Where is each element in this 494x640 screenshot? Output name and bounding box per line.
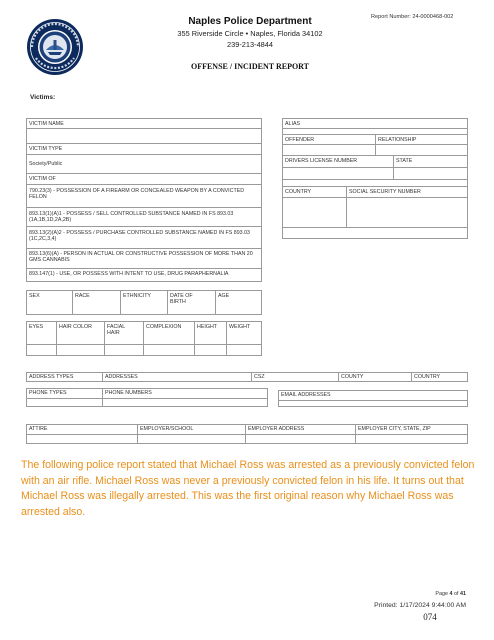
attire-label: ATTIRE — [29, 426, 48, 432]
victims-heading: Victims: — [30, 94, 56, 101]
country-label: COUNTRY — [285, 189, 312, 195]
offense-item: 893.147(1) - USE, OR POSSESS WITH INTENT TO USE, DRUG PARAPHERNALIA — [29, 271, 229, 277]
complexion-label: COMPLEXION — [146, 324, 182, 330]
relationship-label: RELATIONSHIP — [378, 137, 417, 143]
offense-item: 790.23(3) - POSSESSION OF A FIREARM OR CONCEALED WEAPON BY A CONVICTED FELON — [29, 188, 245, 201]
report-title: OFFENSE / INCIDENT REPORT — [190, 62, 310, 71]
annotation-text: The following police report stated that Michael Ross was arrested as a previously convicted felon with an air rifle. Michael Ross was never a previously convicted felon in his life. It turns out that Michael Ross was illegally arrested. This was the first original reason why Michael Ross was arrested also. — [21, 459, 475, 518]
state-label: STATE — [396, 158, 413, 164]
page-current: 4 — [449, 591, 453, 597]
ssn-label: SOCIAL SECURITY NUMBER — [349, 189, 421, 195]
dob-label: DATE OF BIRTH — [170, 293, 193, 305]
country-label: COUNTRY — [414, 374, 441, 380]
page-total: 41 — [460, 591, 466, 597]
victim-name-label: VICTIM NAME — [29, 121, 64, 127]
employer-csz-label: EMPLOYER CITY, STATE, ZIP — [358, 426, 431, 432]
victim-type-label: VICTIM TYPE — [29, 146, 63, 152]
page-of: of — [452, 591, 460, 597]
weight-label: WEIGHT — [229, 324, 251, 330]
bates-number: 074 — [423, 612, 437, 622]
age-label: AGE — [218, 293, 230, 299]
department-phone: 239-213-4844 — [226, 40, 274, 49]
page-number — [360, 591, 466, 597]
height-label: HEIGHT — [197, 324, 218, 330]
alias-label: ALIAS — [285, 121, 301, 127]
hair-color-label: HAIR COLOR — [59, 324, 92, 330]
department-name: Naples Police Department — [188, 16, 312, 27]
county-label: COUNTY — [341, 374, 364, 380]
addresses-label: ADDRESSES — [105, 374, 138, 380]
phone-numbers-label: PHONE NUMBERS — [105, 390, 152, 396]
employer-label: EMPLOYER/SCHOOL — [140, 426, 194, 432]
employer-address-label: EMPLOYER ADDRESS — [248, 426, 305, 432]
email-addresses-label: EMAIL ADDRESSES — [281, 392, 331, 398]
address-types-label: ADDRESS TYPES — [29, 374, 74, 380]
race-label: RACE — [75, 293, 90, 299]
offender-label: OFFENDER — [285, 137, 315, 143]
offense-item: 893.13(2)(A)2 - POSSESS / PURCHASE CONTROLLED SUBSTANCE NAMED IN FS 893.03 (1C,2C,3,4) — [29, 230, 250, 243]
drivers-license-label: DRIVERS LICENSE NUMBER — [285, 158, 358, 164]
offense-item: 893.13(1)(A)1 - POSSESS / SELL CONTROLLED SUBSTANCE NAMED IN FS 893.03 (1A,1B,1D,2A,2B) — [29, 211, 234, 224]
sex-label: SEX — [29, 293, 40, 299]
phone-types-label: PHONE TYPES — [29, 390, 67, 396]
police-seal-icon — [26, 18, 84, 76]
facial-hair-label: FACIAL HAIR — [107, 324, 126, 336]
printed-timestamp: Printed: 1/17/2024 9:44:00 AM — [374, 602, 466, 609]
address-table — [26, 372, 468, 382]
victim-type-value: Society/Public — [29, 161, 63, 167]
csz-label: CSZ — [254, 374, 265, 380]
page-prefix: Page — [435, 591, 450, 597]
victim-of-label: VICTIM OF — [29, 176, 56, 182]
eyes-label: EYES — [29, 324, 44, 330]
ethnicity-label: ETHNICITY — [123, 293, 151, 299]
report-number: Report Number: 24-0000468-002 — [371, 14, 454, 20]
offense-item: 893.13(6)(A) - PERSON IN ACTUAL OR CONSTRUCTIVE POSSESSION OF MORE THAN 20 GMS CANNABIS — [29, 251, 253, 264]
department-address: 355 Riverside Circle • Naples, Florida 34102 — [177, 29, 323, 38]
